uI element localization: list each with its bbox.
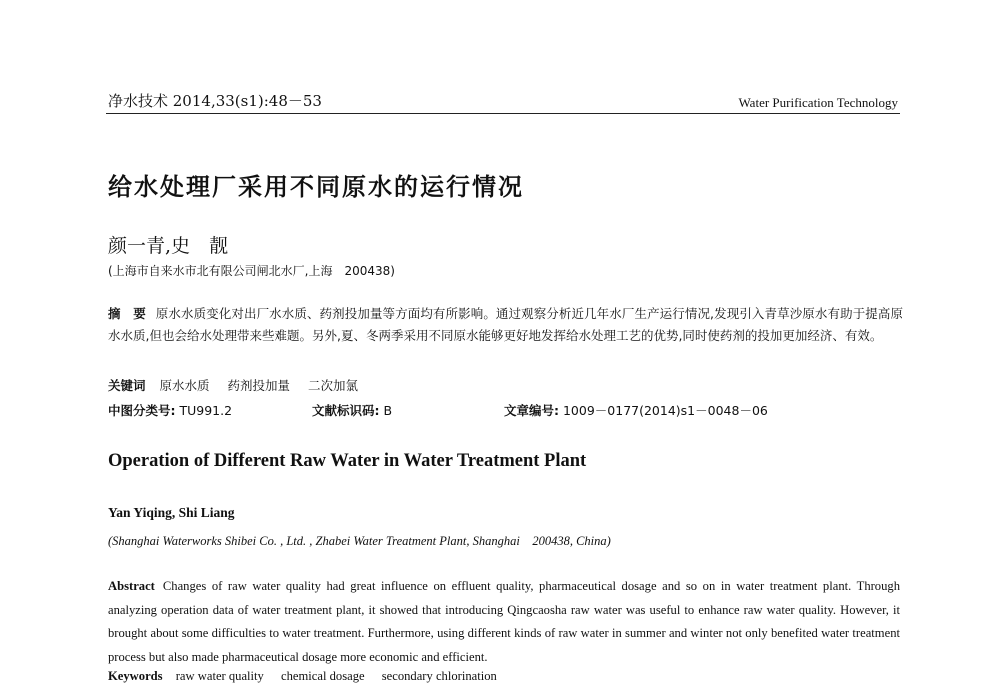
english-keyword: chemical dosage xyxy=(281,669,365,683)
chinese-abstract-label: 摘 要 xyxy=(108,306,146,321)
document-code xyxy=(312,401,392,419)
article-number xyxy=(504,401,768,419)
english-keywords xyxy=(108,669,511,684)
chinese-keywords-label: 关键词 xyxy=(108,378,146,393)
chinese-keywords xyxy=(108,376,372,394)
chinese-affiliation: (上海市自来水市北有限公司闸北水厂,上海 200438) xyxy=(108,264,395,278)
chinese-abstract-text: 原水水质变化对出厂水水质、药剂投加量等方面均有所影响。通过观察分析近几年水厂生产运行情况,发现引入青草沙原水有助于提高原水水质,但也会给水处理带来些难题。另外,夏、冬两季采用不同原水能够更好地发挥给水处理工艺的优势,同时使药剂的投加更加经济、有效。 xyxy=(108,306,903,343)
chinese-authors: 颜一青,史 靓 xyxy=(108,235,229,257)
english-abstract-label: Abstract xyxy=(108,579,155,593)
clc-value: TU991.2 xyxy=(179,403,233,418)
english-abstract-text: Changes of raw water quality had great influence on effluent quality, pharmaceutical dosage and so on in water treatment plant. Through analyzing operation data of water treatment plant, it showed that introducing Qingcaosha raw water was useful to enhance raw water quality. However, it brought about some difficulties to water treatment. Furthermore, using different kinds of raw water in summer and winter not only benefited water treatment process but also made pharmaceutical dosage more economic and efficient. xyxy=(108,579,900,664)
document-code-value: B xyxy=(383,403,393,418)
header-divider xyxy=(106,113,900,114)
english-title: Operation of Different Raw Water in Water Treatment Plant xyxy=(108,451,587,471)
english-affiliation: (Shanghai Waterworks Shibei Co. , Ltd. , Zhabei Water Treatment Plant, Shanghai 200438, China) xyxy=(108,534,611,548)
english-authors: Yan Yiqing, Shi Liang xyxy=(108,505,235,520)
journal-name: Water Purification Technology xyxy=(738,95,898,110)
english-keyword: secondary chlorination xyxy=(381,669,497,683)
chinese-keyword: 二次加氯 xyxy=(308,378,359,393)
english-keyword: raw water quality xyxy=(175,669,264,683)
journal-citation: 净水技术 2014,33(s1):48－53 xyxy=(108,92,322,110)
english-keywords-label: Keywords xyxy=(108,669,163,683)
classification-line xyxy=(108,401,903,421)
chinese-title: 给水处理厂采用不同原水的运行情况 xyxy=(108,173,524,201)
clc-label: 中图分类号: xyxy=(108,403,176,418)
document-code-label: 文献标识码: xyxy=(312,403,380,418)
chinese-abstract xyxy=(108,303,903,346)
article-number-label: 文章编号: xyxy=(504,403,559,418)
chinese-keyword: 药剂投加量 xyxy=(227,378,291,393)
english-abstract xyxy=(108,575,900,669)
clc-number xyxy=(108,401,232,419)
chinese-keyword: 原水水质 xyxy=(159,378,210,393)
article-number-value: 1009－0177(2014)s1－0048－06 xyxy=(562,403,768,418)
